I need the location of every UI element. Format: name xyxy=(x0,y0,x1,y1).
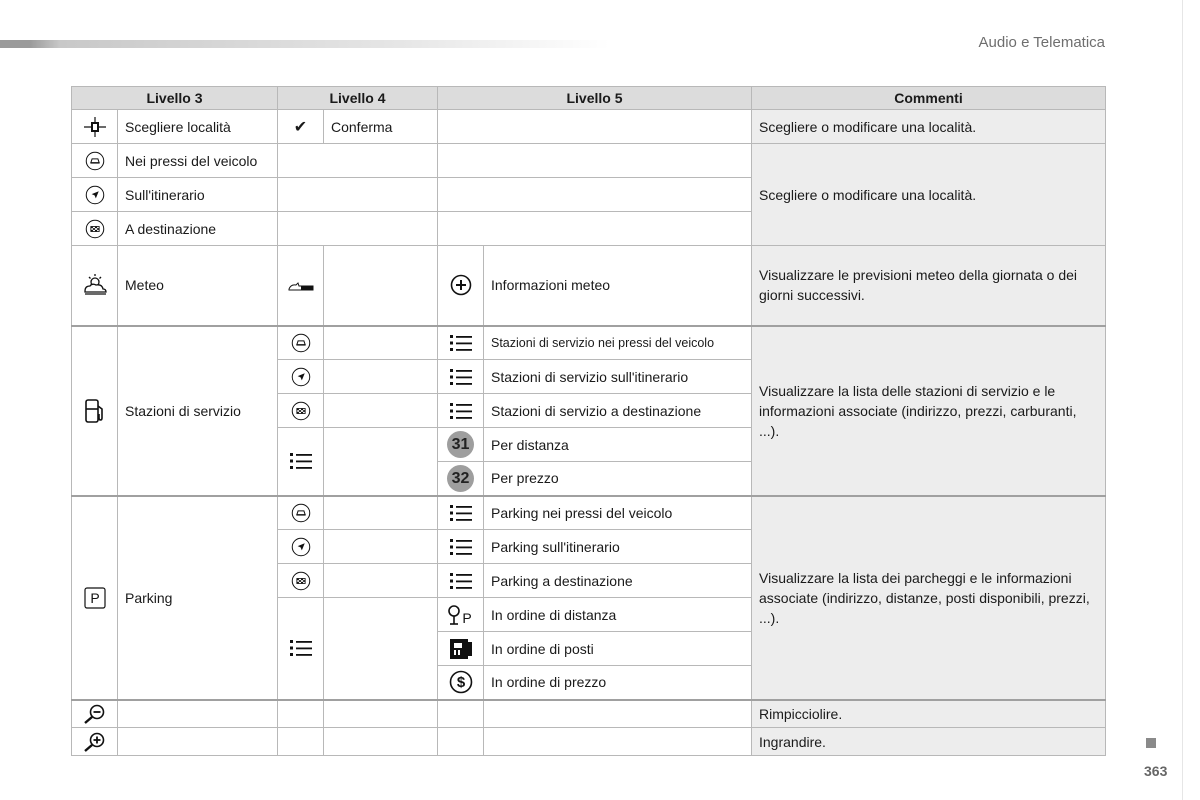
table-row xyxy=(72,246,1106,326)
stazioni-item: Stazioni di servizio a destinazione xyxy=(484,394,752,428)
parking-item: Parking sull'itinerario xyxy=(484,530,752,564)
car-icon xyxy=(278,496,324,530)
stazioni-item: Per prezzo xyxy=(484,462,752,496)
nei-pressi-label: Nei pressi del veicolo xyxy=(118,144,278,178)
empty-cell xyxy=(438,700,484,728)
list-icon xyxy=(438,496,484,530)
stazioni-item: Per distanza xyxy=(484,428,752,462)
empty-cell xyxy=(278,212,438,246)
list-icon xyxy=(438,360,484,394)
table-row xyxy=(72,700,1106,728)
zoom-out-icon xyxy=(72,700,118,728)
list-icon xyxy=(438,394,484,428)
empty-cell xyxy=(118,700,278,728)
empty-cell xyxy=(324,326,438,360)
header-gradient-bar xyxy=(0,40,610,48)
weather-bar-icon xyxy=(278,246,324,326)
header-livello-5: Livello 5 xyxy=(438,87,752,110)
empty-cell xyxy=(438,212,752,246)
comment-zoom-out: Rimpicciolire. xyxy=(752,700,1106,728)
table-row xyxy=(72,728,1106,756)
table-header-row xyxy=(72,87,1106,110)
empty-cell xyxy=(278,728,324,756)
empty-cell xyxy=(324,428,438,496)
header-livello-4: Livello 4 xyxy=(278,87,438,110)
route-icon xyxy=(278,360,324,394)
table-row xyxy=(72,144,1106,178)
header-livello-3: Livello 3 xyxy=(72,87,278,110)
table-row xyxy=(72,110,1106,144)
list-icon xyxy=(278,428,324,496)
empty-cell xyxy=(438,178,752,212)
badge-31: 31 xyxy=(438,428,484,462)
car-icon xyxy=(278,326,324,360)
list-icon xyxy=(438,530,484,564)
empty-cell xyxy=(324,394,438,428)
parking-item: Parking nei pressi del veicolo xyxy=(484,496,752,530)
empty-cell xyxy=(278,700,324,728)
empty-cell xyxy=(324,530,438,564)
empty-cell xyxy=(484,700,752,728)
list-icon xyxy=(438,564,484,598)
comment-meteo: Visualizzare le previsioni meteo della giornata o dei giorni successivi. xyxy=(752,246,1106,326)
menu-table xyxy=(71,86,1106,756)
stazioni-item: Stazioni di servizio sull'itinerario xyxy=(484,360,752,394)
informazioni-meteo-label: Informazioni meteo xyxy=(484,246,752,326)
empty-cell xyxy=(438,110,752,144)
badge-32: 32 xyxy=(438,462,484,496)
location-pin-icon xyxy=(72,110,118,144)
empty-cell xyxy=(324,496,438,530)
parking-item: In ordine di posti xyxy=(484,632,752,666)
svg-text:P: P xyxy=(89,589,100,606)
zoom-in-icon xyxy=(72,728,118,756)
empty-cell xyxy=(438,144,752,178)
comment-stazioni: Visualizzare la lista delle stazioni di servizio e le informazioni associate (indirizzo, prezzi, carburanti, ...). xyxy=(752,326,1106,496)
empty-cell xyxy=(278,178,438,212)
empty-cell xyxy=(324,598,438,700)
car-icon xyxy=(72,144,118,178)
destinazione-label: A destinazione xyxy=(118,212,278,246)
empty-cell xyxy=(118,728,278,756)
parking-spaces-icon xyxy=(438,632,484,666)
empty-cell xyxy=(324,360,438,394)
svg-text:P: P xyxy=(461,609,472,626)
route-icon xyxy=(72,178,118,212)
list-icon xyxy=(278,598,324,700)
empty-cell xyxy=(438,728,484,756)
empty-cell xyxy=(324,700,438,728)
comment-zoom-in: Ingrandire. xyxy=(752,728,1106,756)
parking-item: In ordine di prezzo xyxy=(484,666,752,700)
page-number: 363 xyxy=(1144,763,1168,779)
header-commenti: Commenti xyxy=(752,87,1106,110)
empty-cell xyxy=(278,144,438,178)
empty-cell xyxy=(484,728,752,756)
empty-cell xyxy=(324,246,438,326)
table-row xyxy=(72,326,1106,360)
destination-flag-icon xyxy=(278,394,324,428)
margin-rule xyxy=(1182,0,1183,800)
fuel-pump-icon xyxy=(72,326,118,496)
distance-pin-icon xyxy=(438,598,484,632)
empty-cell xyxy=(324,728,438,756)
parking-item: In ordine di distanza xyxy=(484,598,752,632)
section-title: Audio e Telematica xyxy=(978,34,1105,51)
comment-localita-group: Scegliere o modificare una località. xyxy=(752,144,1106,246)
empty-cell xyxy=(324,564,438,598)
stazioni-item: Stazioni di servizio nei pressi del veicolo xyxy=(484,326,752,360)
destination-flag-icon xyxy=(278,564,324,598)
list-icon xyxy=(438,326,484,360)
destination-flag-icon xyxy=(72,212,118,246)
comment-parking: Visualizzare la lista dei parcheggi e le informazioni associate (indirizzo, distanze, posti disponibili, prezzi, ...). xyxy=(752,496,1106,700)
parking-label: Parking xyxy=(118,496,278,700)
scegliere-localita-label: Scegliere località xyxy=(118,110,278,144)
svg-text:$: $ xyxy=(456,674,465,692)
parking-icon xyxy=(72,496,118,700)
table-row xyxy=(72,496,1106,530)
dollar-icon xyxy=(438,666,484,700)
page-marker xyxy=(1146,738,1156,748)
route-icon xyxy=(278,530,324,564)
parking-item: Parking a destinazione xyxy=(484,564,752,598)
checkmark-icon: ✔ xyxy=(278,110,324,144)
weather-icon xyxy=(72,246,118,326)
plus-circle-icon xyxy=(438,246,484,326)
stazioni-label: Stazioni di servizio xyxy=(118,326,278,496)
comment-scegliere: Scegliere o modificare una località. xyxy=(752,110,1106,144)
conferma-label: Conferma xyxy=(324,110,438,144)
meteo-label: Meteo xyxy=(118,246,278,326)
itinerario-label: Sull'itinerario xyxy=(118,178,278,212)
